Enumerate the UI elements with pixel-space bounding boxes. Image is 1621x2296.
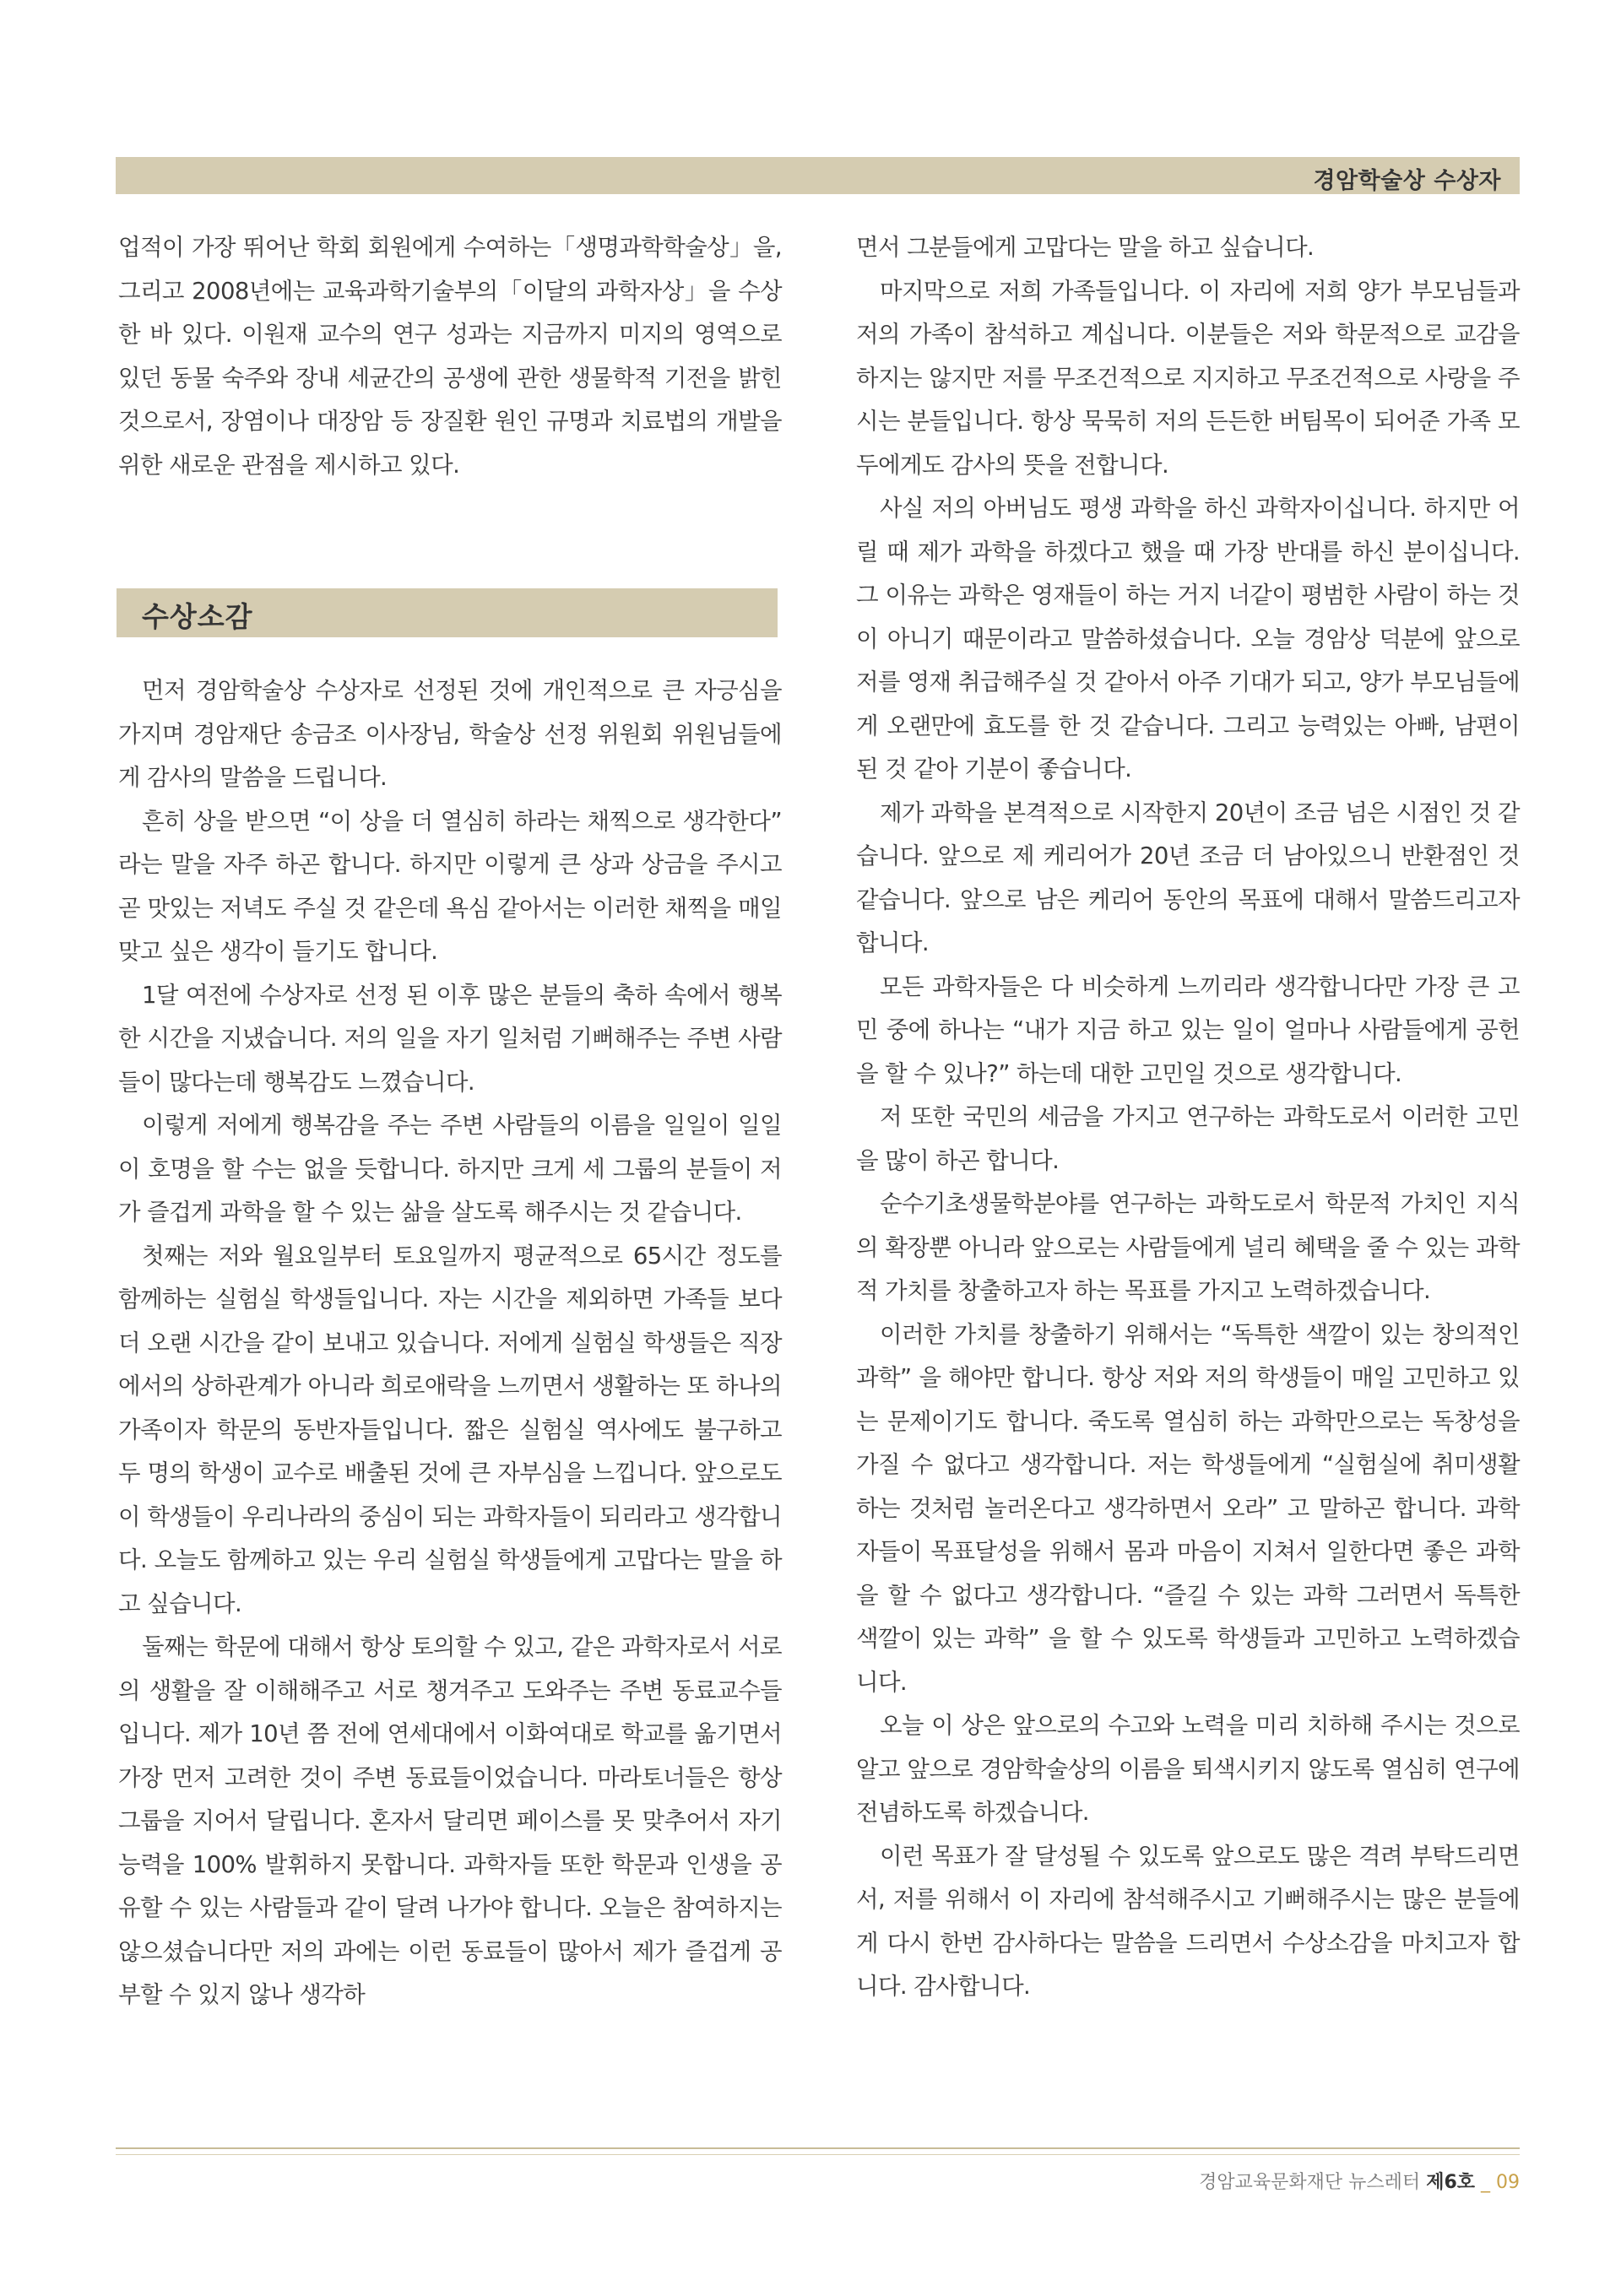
body-paragraph: 모든 과학자들은 다 비슷하게 느끼리라 생각합니다만 가장 큰 고민 중에 하나는 “내가 지금 하고 있는 일이 얼마나 사람들에게 공헌을 할 수 있나?” 하는데 대한 고민일 것으로 생각합니다. — [856, 972, 1520, 1087]
body-paragraph: 제가 과학을 본격적으로 시작한지 20년이 조금 넘은 시점인 것 같습니다. 앞으로 제 케리어가 20년 조금 더 남아있으니 반환점인 것 같습니다. 앞으로 남은 케리어 동안의 목표에 대해서 말씀드리고자 합니다. — [856, 799, 1520, 956]
body-paragraph: 흔히 상을 받으면 “이 상을 더 열심히 하라는 채찍으로 생각한다” 라는 말을 자주 하곤 합니다. 하지만 이렇게 큰 상과 상금을 주시고 곧 맛있는 저녁도 주실 것 같은데 욕심 같아서는 이러한 채찍을 매일 맞고 싶은 생각이 들기도 합니다. — [118, 807, 782, 965]
footer — [1199, 2168, 1520, 2194]
footer-issue: 제6호 — [1426, 2172, 1475, 2193]
section-heading-bar — [117, 588, 778, 637]
intro-paragraph: 업적이 가장 뛰어난 학회 회원에게 수여하는「생명과학학술상」을, 그리고 2008년에는 교육과학기술부의「이달의 과학자상」을 수상한 바 있다. 이원재 교수의 연구 성과는 지금까지 미지의 영역으로 있던 동물 숙주와 장내 세균간의 공생에 관한 생물학적 기전을 밝힌 것으로서, 장염이나 대장암 등 장질환 원인 규명과 치료법의 개발을 위한 새로운 관점을 제시하고 있다. — [118, 234, 782, 479]
footer-separator: _ — [1481, 2172, 1490, 2193]
body-paragraph: 1달 여전에 수상자로 선정 된 이후 많은 분들의 축하 속에서 행복한 시간을 지냈습니다. 저의 일을 자기 일처럼 기뻐해주는 주변 사람들이 많다는데 행복감도 느꼈습니다. — [118, 981, 782, 1096]
body-paragraph: 사실 저의 아버님도 평생 과학을 하신 과학자이십니다. 하지만 어릴 때 제가 과학을 하겠다고 했을 때 가장 반대를 하신 분이십니다. 그 이유는 과학은 영재들이 하는 거지 너같이 평범한 사람이 하는 것이 아니기 때문이라고 말씀하셨습니다. 오늘 경암상 덕분에 앞으로 저를 영재 취급해주실 것 같아서 아주 기대가 되고, 양가 부모님들에게 오랜만에 효도를 한 것 같습니다. 그리고 능력있는 아빠, 남편이 된 것 같아 기분이 좋습니다. — [856, 495, 1520, 782]
body-paragraph: 첫째는 저와 월요일부터 토요일까지 평균적으로 65시간 정도를 함께하는 실험실 학생들입니다. 자는 시간을 제외하면 가족들 보다 더 오랜 시간을 같이 보내고 있습니다. 저에게 실험실 학생들은 직장에서의 상하관계가 아니라 희로애락을 느끼면서 생활하는 또 하나의 가족이자 학문의 동반자들입니다. 짧은 실험실 역사에도 불구하고 두 명의 학생이 교수로 배출된 것에 큰 자부심을 느낍니다. 앞으로도 이 학생들이 우리나라의 중심이 되는 과학자들이 되리라고 생각합니다. 오늘도 함께하고 있는 우리 실험실 학생들에게 고맙다는 말을 하고 싶습니다. — [118, 1242, 782, 1617]
body-paragraph: 먼저 경암학술상 수상자로 선정된 것에 개인적으로 큰 자긍심을 가지며 경암재단 송금조 이사장님, 학술상 선정 위원회 위원님들에게 감사의 말씀을 드립니다. — [118, 677, 782, 791]
left-column — [118, 226, 782, 2017]
page-number: 09 — [1496, 2172, 1520, 2193]
section-heading: 수상소감 — [142, 600, 253, 633]
body-paragraph: 둘째는 학문에 대해서 항상 토의할 수 있고, 같은 과학자로서 서로의 생활을 잘 이해해주고 서로 챙겨주고 도와주는 주변 동료교수들입니다. 제가 10년 쯤 전에 연세대에서 이화여대로 학교를 옮기면서 가장 먼저 고려한 것이 주변 동료들이었습니다. 마라토너들은 항상 그룹을 지어서 달립니다. 혼자서 달리면 페이스를 못 맞추어서 자기능력을 100% 발휘하지 못합니다. 과학자들 또한 학문과 인생을 공유할 수 있는 사람들과 같이 달려 나가야 합니다. 오늘은 참여하지는 않으셨습니다만 저의 과에는 이런 동료들이 많아서 제가 즐겁게 공부할 수 있지 않나 생각하 — [118, 1633, 782, 2008]
footer-rule — [116, 2147, 1520, 2149]
header-title: 경암학술상 수상자 — [1313, 168, 1501, 194]
body-paragraph: 순수기초생물학분야를 연구하는 과학도로서 학문적 가치인 지식의 확장뿐 아니라 앞으로는 사람들에게 널리 혜택을 줄 수 있는 과학적 가치를 창출하고자 하는 목표를 가지고 노력하겠습니다. — [856, 1190, 1520, 1304]
footer-rule-thin — [116, 2154, 1520, 2155]
footer-publisher: 경암교육문화재단 뉴스레터 — [1199, 2172, 1421, 2193]
body-paragraph: 이렇게 저에게 행복감을 주는 주변 사람들의 이름을 일일이 일일이 호명을 할 수는 없을 듯합니다. 하지만 크게 세 그룹의 분들이 저가 즐겁게 과학을 할 수 있는 삶을 살도록 해주시는 것 같습니다. — [118, 1112, 782, 1226]
body-paragraph: 이런 목표가 잘 달성될 수 있도록 앞으로도 많은 격려 부탁드리면서, 저를 위해서 이 자리에 참석해주시고 기뻐해주시는 많은 분들에게 다시 한번 감사하다는 말씀을 드리면서 수상소감을 마치고자 합니다. 감사합니다. — [856, 1842, 1520, 2000]
body-paragraph: 면서 그분들에게 고맙다는 말을 하고 싶습니다. — [856, 234, 1315, 261]
header-bar — [116, 157, 1520, 194]
right-column — [856, 226, 1520, 2009]
body-paragraph: 이러한 가치를 창출하기 위해서는 “독특한 색깔이 있는 창의적인 과학” 을 해야만 합니다. 항상 저와 저의 학생들이 매일 고민하고 있는 문제이기도 합니다. 죽도록 열심히 하는 과학만으로는 독창성을 가질 수 없다고 생각합니다. 저는 학생들에게 “실험실에 취미생활 하는 것처럼 놀러온다고 생각하면서 오라” 고 말하곤 합니다. 과학자들이 목표달성을 위해서 몸과 마음이 지쳐서 일한다면 좋은 과학을 할 수 없다고 생각합니다. “즐길 수 있는 과학 그러면서 독특한 색깔이 있는 과학” 을 할 수 있도록 학생들과 고민하고 노력하겠습니다. — [856, 1320, 1520, 1696]
body-paragraph: 저 또한 국민의 세금을 가지고 연구하는 과학도로서 이러한 고민을 많이 하곤 합니다. — [856, 1103, 1520, 1174]
body-paragraph: 마지막으로 저희 가족들입니다. 이 자리에 저희 양가 부모님들과 저의 가족이 참석하고 계십니다. 이분들은 저와 학문적으로 교감을 하지는 않지만 저를 무조건적으로 지지하고 무조건적으로 사랑을 주시는 분들입니다. 항상 묵묵히 저의 든든한 버팀목이 되어준 가족 모두에게도 감사의 뜻을 전합니다. — [856, 277, 1520, 479]
body-paragraph: 오늘 이 상은 앞으로의 수고와 노력을 미리 치하해 주시는 것으로 알고 앞으로 경암학술상의 이름을 퇴색시키지 않도록 열심히 연구에 전념하도록 하겠습니다. — [856, 1712, 1520, 1826]
